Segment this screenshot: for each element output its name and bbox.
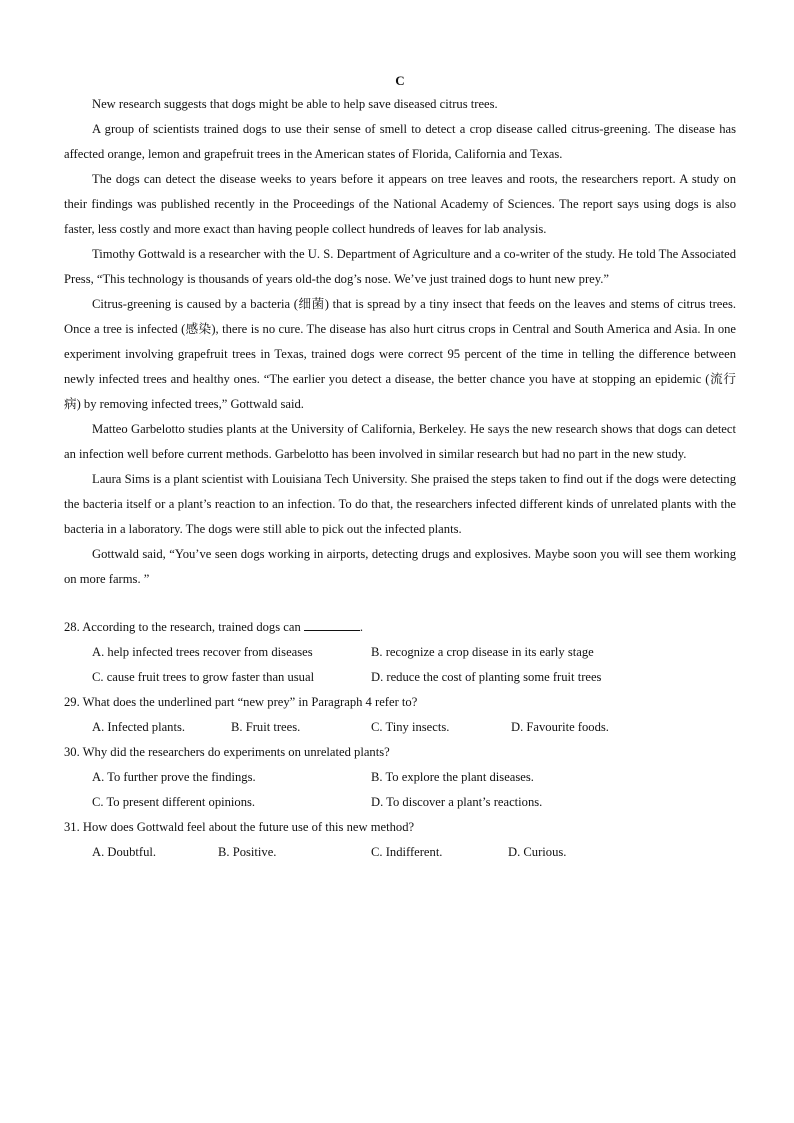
- paragraph-5: Citrus-greening is caused by a bacteria (细菌) that is spread by a tiny insect that feeds on the leaves and stems of citrus trees. Once a tree is infected (感染), there is no cure. The disease has also hurt citrus crops in Central and South America and Asia. In one experiment involving grapefruit trees in Texas, trained dogs were correct 95 percent of the time in telling the difference between newly infected trees and healthy ones. “The earlier you detect a disease, the better chance you have at stopping an epidemic (流行病) by removing infected trees,” Gottwald said.: [64, 297, 736, 411]
- paragraph-8: Gottwald said, “You’ve seen dogs working in airports, detecting drugs and explosives. Maybe soon you will see them working on more farms. ”: [64, 547, 736, 586]
- options-row: [64, 715, 736, 740]
- paragraph-4: Timothy Gottwald is a researcher with the U. S. Department of Agriculture and a co-writer of the study. He told The Associated Press, “This technology is thousands of years old-the dog’s nose. We’ve just trained dogs to hunt new prey.”: [64, 247, 736, 286]
- question-stem: 30. Why did the researchers do experiments on unrelated plants?: [64, 745, 390, 759]
- option-b: B. Positive.: [218, 845, 277, 859]
- paragraph-1: New research suggests that dogs might be able to help save diseased citrus trees.: [92, 97, 498, 111]
- question-stem: 28. According to the research, trained dogs can: [64, 620, 301, 634]
- question-stem: 31. How does Gottwald feel about the future use of this new method?: [64, 820, 415, 834]
- option-b: B. To explore the plant diseases.: [371, 770, 534, 784]
- option-c: C. Tiny insects.: [371, 720, 450, 734]
- options-row: [64, 765, 736, 790]
- option-c: C. Indifferent.: [371, 845, 443, 859]
- option-d: D. Curious.: [508, 845, 567, 859]
- options-row: [64, 665, 736, 690]
- question-list: [64, 615, 736, 865]
- option-d: D. To discover a plant’s reactions.: [371, 795, 543, 809]
- option-b: B. Fruit trees.: [231, 720, 301, 734]
- question-stem-end: .: [359, 620, 364, 634]
- option-a: A. Doubtful.: [92, 845, 157, 859]
- option-d: D. reduce the cost of planting some fruit trees: [371, 670, 602, 684]
- question-29: [64, 690, 736, 715]
- paragraph-2: A group of scientists trained dogs to use their sense of smell to detect a crop disease called citrus-greening. The disease has affected orange, lemon and grapefruit trees in the American states of Florida, California and Texas.: [64, 122, 736, 161]
- question-30: [64, 740, 736, 765]
- question-31: [64, 815, 736, 840]
- options-row: [64, 640, 736, 665]
- option-a: A. To further prove the findings.: [92, 770, 256, 784]
- exam-page: [64, 70, 736, 865]
- question-28: [64, 615, 736, 640]
- answer-blank: [304, 618, 360, 631]
- options-row: [64, 790, 736, 815]
- options-row: [64, 840, 736, 865]
- option-d: D. Favourite foods.: [511, 720, 609, 734]
- paragraph-3: The dogs can detect the disease weeks to years before it appears on tree leaves and roots, the researchers report. A study on their findings was published recently in the Proceedings of the National Academy of Sciences. The report says using dogs is also faster, less costly and more exact than having people collect hundreds of leaves for lab analysis.: [64, 172, 736, 236]
- passage-heading: C: [395, 73, 405, 88]
- option-a: A. help infected trees recover from diseases: [92, 645, 313, 659]
- option-c: C. To present different opinions.: [92, 795, 256, 809]
- option-c: C. cause fruit trees to grow faster than usual: [92, 670, 315, 684]
- paragraph-7: Laura Sims is a plant scientist with Louisiana Tech University. She praised the steps taken to find out if the dogs were detecting the bacteria itself or a plant’s reaction to an infection. To do that, the researchers infected different kinds of unrelated plants with the bacteria in a laboratory. The dogs were still able to pick out the infected plants.: [64, 472, 736, 536]
- option-b: B. recognize a crop disease in its early stage: [371, 645, 594, 659]
- question-stem: 29. What does the underlined part “new prey” in Paragraph 4 refer to?: [64, 695, 418, 709]
- passage-body: [64, 92, 736, 592]
- paragraph-6: Matteo Garbelotto studies plants at the University of California, Berkeley. He says the new research shows that dogs can detect an infection well before current methods. Garbelotto has been involved in similar research but had no part in the new study.: [64, 422, 736, 461]
- option-a: A. Infected plants.: [92, 720, 186, 734]
